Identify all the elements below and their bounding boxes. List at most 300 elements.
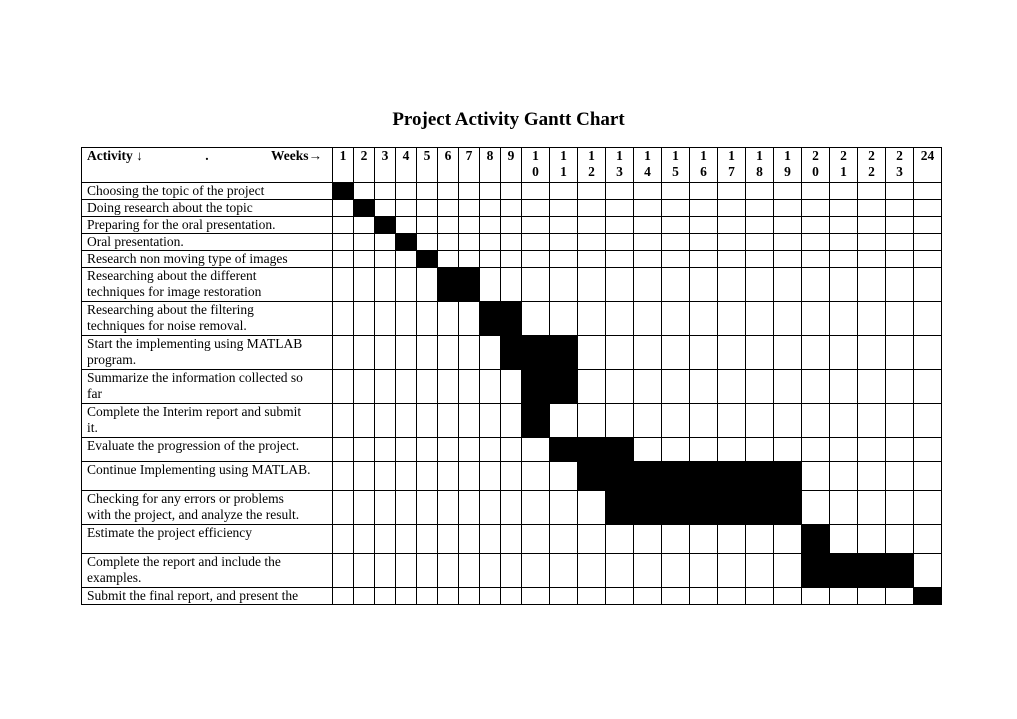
gantt-empty-cell [333, 251, 354, 268]
activity-name-cell [82, 370, 333, 404]
gantt-empty-cell [333, 200, 354, 217]
gantt-empty-cell [802, 588, 830, 605]
gantt-bar-cell [886, 554, 914, 588]
gantt-empty-cell [417, 525, 438, 554]
gantt-empty-cell [774, 588, 802, 605]
gantt-empty-cell [746, 251, 774, 268]
gantt-empty-cell [606, 554, 634, 588]
gantt-empty-cell [354, 268, 375, 302]
gantt-empty-cell [438, 588, 459, 605]
gantt-empty-cell [438, 554, 459, 588]
gantt-empty-cell [501, 491, 522, 525]
gantt-empty-cell [690, 234, 718, 251]
gantt-empty-cell [375, 251, 396, 268]
activity-name-cell [82, 525, 333, 554]
gantt-empty-cell [634, 200, 662, 217]
gantt-empty-cell [459, 554, 480, 588]
gantt-empty-cell [417, 404, 438, 438]
gantt-empty-cell [333, 462, 354, 491]
gantt-empty-cell [396, 370, 417, 404]
gantt-empty-cell [634, 525, 662, 554]
gantt-empty-cell [718, 251, 746, 268]
gantt-empty-cell [375, 404, 396, 438]
gantt-empty-cell [718, 438, 746, 462]
gantt-empty-cell [858, 525, 886, 554]
gantt-empty-cell [480, 217, 501, 234]
gantt-empty-cell [662, 370, 690, 404]
gantt-empty-cell [662, 302, 690, 336]
gantt-empty-cell [501, 200, 522, 217]
gantt-empty-cell [634, 268, 662, 302]
gantt-empty-cell [914, 217, 942, 234]
activity-name-cell [82, 491, 333, 525]
week-header-digit: 1 [560, 148, 567, 163]
activity-name-line: it. [87, 420, 98, 435]
gantt-empty-cell [914, 183, 942, 200]
week-header-20 [802, 148, 830, 183]
week-header-6 [438, 148, 459, 183]
gantt-empty-cell [830, 217, 858, 234]
week-header-digit: 1 [672, 148, 679, 163]
gantt-empty-cell [662, 525, 690, 554]
gantt-empty-cell [522, 200, 550, 217]
gantt-empty-cell [718, 217, 746, 234]
gantt-empty-cell [830, 336, 858, 370]
gantt-empty-cell [690, 525, 718, 554]
gantt-empty-cell [417, 268, 438, 302]
gantt-empty-cell [858, 462, 886, 491]
gantt-empty-cell [802, 491, 830, 525]
gantt-empty-cell [858, 183, 886, 200]
gantt-empty-cell [417, 302, 438, 336]
activity-name-line: Checking for any errors or problems [87, 491, 284, 506]
gantt-empty-cell [354, 217, 375, 234]
activity-name-cell [82, 251, 333, 268]
gantt-empty-cell [802, 251, 830, 268]
gantt-empty-cell [578, 491, 606, 525]
gantt-empty-cell [417, 588, 438, 605]
gantt-empty-cell [746, 217, 774, 234]
gantt-empty-cell [858, 404, 886, 438]
week-header-21 [830, 148, 858, 183]
gantt-empty-cell [634, 370, 662, 404]
gantt-empty-cell [886, 438, 914, 462]
gantt-empty-cell [718, 268, 746, 302]
gantt-empty-cell [354, 491, 375, 525]
gantt-empty-cell [480, 200, 501, 217]
activity-row [82, 336, 942, 370]
gantt-bar-cell [550, 438, 578, 462]
week-header-digit: 1 [560, 164, 567, 179]
week-header-digit: 3 [616, 164, 623, 179]
gantt-empty-cell [718, 404, 746, 438]
gantt-empty-cell [886, 525, 914, 554]
gantt-empty-cell [354, 462, 375, 491]
activity-row [82, 268, 942, 302]
week-header-5 [417, 148, 438, 183]
gantt-bar-cell [578, 438, 606, 462]
activity-row [82, 217, 942, 234]
gantt-empty-cell [417, 183, 438, 200]
gantt-empty-cell [690, 438, 718, 462]
gantt-empty-cell [606, 336, 634, 370]
week-header-2 [354, 148, 375, 183]
gantt-empty-cell [746, 525, 774, 554]
header-dot: . [205, 148, 209, 163]
gantt-empty-cell [830, 438, 858, 462]
week-header-22 [858, 148, 886, 183]
gantt-empty-cell [606, 302, 634, 336]
week-header-digit: 2 [360, 148, 368, 163]
week-header-digit: 2 [896, 148, 903, 163]
gantt-empty-cell [886, 491, 914, 525]
gantt-empty-cell [802, 462, 830, 491]
gantt-bar-cell [354, 200, 375, 217]
gantt-empty-cell [886, 462, 914, 491]
gantt-empty-cell [746, 370, 774, 404]
gantt-empty-cell [522, 554, 550, 588]
gantt-empty-cell [459, 302, 480, 336]
gantt-empty-cell [480, 462, 501, 491]
gantt-empty-cell [802, 336, 830, 370]
week-header-19 [774, 148, 802, 183]
activity-row [82, 302, 942, 336]
gantt-empty-cell [522, 251, 550, 268]
gantt-empty-cell [417, 200, 438, 217]
gantt-empty-cell [774, 438, 802, 462]
gantt-empty-cell [501, 462, 522, 491]
activity-name-line: Summarize the information collected so [87, 370, 303, 385]
gantt-empty-cell [501, 268, 522, 302]
gantt-empty-cell [354, 234, 375, 251]
gantt-empty-cell [459, 251, 480, 268]
gantt-empty-cell [914, 200, 942, 217]
gantt-empty-cell [522, 462, 550, 491]
gantt-bar-cell [550, 336, 578, 370]
gantt-empty-cell [886, 404, 914, 438]
gantt-empty-cell [522, 183, 550, 200]
gantt-empty-cell [396, 251, 417, 268]
gantt-empty-cell [690, 336, 718, 370]
gantt-empty-cell [858, 302, 886, 336]
gantt-bar-cell [746, 491, 774, 525]
gantt-empty-cell [746, 336, 774, 370]
gantt-empty-cell [459, 200, 480, 217]
gantt-empty-cell [333, 217, 354, 234]
gantt-empty-cell [634, 554, 662, 588]
week-header-12 [578, 148, 606, 183]
gantt-empty-cell [662, 438, 690, 462]
gantt-empty-cell [662, 183, 690, 200]
week-header-digit: 8 [486, 148, 494, 163]
gantt-empty-cell [662, 336, 690, 370]
gantt-empty-cell [578, 251, 606, 268]
gantt-empty-cell [830, 251, 858, 268]
gantt-bar-cell [662, 491, 690, 525]
gantt-empty-cell [746, 588, 774, 605]
gantt-empty-cell [438, 200, 459, 217]
gantt-empty-cell [914, 370, 942, 404]
gantt-empty-cell [774, 554, 802, 588]
gantt-empty-cell [690, 404, 718, 438]
gantt-empty-cell [886, 234, 914, 251]
gantt-empty-cell [480, 404, 501, 438]
week-header-24 [914, 148, 942, 183]
gantt-empty-cell [718, 302, 746, 336]
gantt-empty-cell [396, 200, 417, 217]
week-header-16 [690, 148, 718, 183]
gantt-empty-cell [718, 200, 746, 217]
activity-row [82, 438, 942, 462]
gantt-empty-cell [333, 525, 354, 554]
gantt-bar-cell [802, 554, 830, 588]
gantt-empty-cell [522, 438, 550, 462]
activity-header-cell [82, 148, 333, 183]
gantt-empty-cell [690, 588, 718, 605]
gantt-bar-cell [774, 491, 802, 525]
gantt-table [81, 147, 942, 605]
gantt-empty-cell [606, 268, 634, 302]
gantt-empty-cell [396, 268, 417, 302]
week-header-digit: 24 [920, 148, 935, 163]
gantt-empty-cell [634, 251, 662, 268]
gantt-empty-cell [354, 588, 375, 605]
gantt-empty-cell [578, 234, 606, 251]
gantt-empty-cell [522, 588, 550, 605]
gantt-empty-cell [396, 336, 417, 370]
week-header-4 [396, 148, 417, 183]
gantt-empty-cell [375, 234, 396, 251]
activity-name-line: examples. [87, 570, 142, 585]
gantt-empty-cell [718, 554, 746, 588]
gantt-empty-cell [354, 404, 375, 438]
gantt-empty-cell [914, 404, 942, 438]
gantt-empty-cell [396, 302, 417, 336]
gantt-empty-cell [333, 302, 354, 336]
gantt-empty-cell [480, 234, 501, 251]
gantt-empty-cell [690, 183, 718, 200]
week-header-digit: 4 [402, 148, 410, 163]
activity-row [82, 491, 942, 525]
gantt-empty-cell [578, 217, 606, 234]
gantt-empty-cell [578, 183, 606, 200]
gantt-empty-cell [522, 525, 550, 554]
gantt-bar-cell [802, 525, 830, 554]
gantt-empty-cell [886, 251, 914, 268]
gantt-empty-cell [333, 404, 354, 438]
gantt-empty-cell [522, 302, 550, 336]
activity-name-line: Estimate the project efficiency [87, 525, 253, 540]
gantt-empty-cell [501, 554, 522, 588]
gantt-empty-cell [550, 217, 578, 234]
gantt-empty-cell [690, 302, 718, 336]
week-header-digit: 1 [588, 148, 595, 163]
gantt-empty-cell [417, 336, 438, 370]
gantt-empty-cell [774, 217, 802, 234]
activity-row [82, 462, 942, 491]
activity-name-line: far [87, 386, 102, 401]
gantt-bar-cell [333, 183, 354, 200]
gantt-empty-cell [396, 183, 417, 200]
gantt-empty-cell [396, 554, 417, 588]
activity-name-line: Submit the final report, and present the [87, 588, 299, 603]
gantt-empty-cell [396, 462, 417, 491]
gantt-empty-cell [459, 370, 480, 404]
week-header-3 [375, 148, 396, 183]
activity-name-cell [82, 554, 333, 588]
week-header-digit: 1 [784, 148, 791, 163]
activity-name-cell [82, 268, 333, 302]
gantt-empty-cell [634, 588, 662, 605]
week-header-digit: 1 [616, 148, 623, 163]
gantt-empty-cell [417, 554, 438, 588]
week-header-digit: 7 [728, 164, 735, 179]
week-header-10 [522, 148, 550, 183]
week-header-digit: 2 [588, 164, 595, 179]
gantt-empty-cell [396, 217, 417, 234]
activity-name-line: Preparing for the oral presentation. [87, 217, 276, 232]
gantt-empty-cell [333, 438, 354, 462]
gantt-empty-cell [550, 234, 578, 251]
gantt-empty-cell [550, 525, 578, 554]
week-header-17 [718, 148, 746, 183]
gantt-bar-cell [522, 404, 550, 438]
gantt-empty-cell [774, 251, 802, 268]
gantt-empty-cell [886, 370, 914, 404]
gantt-bar-cell [690, 462, 718, 491]
gantt-bar-cell [501, 336, 522, 370]
gantt-empty-cell [858, 200, 886, 217]
gantt-empty-cell [886, 336, 914, 370]
activity-name-line: Doing research about the topic [87, 200, 253, 215]
gantt-empty-cell [417, 370, 438, 404]
gantt-empty-cell [550, 183, 578, 200]
gantt-empty-cell [578, 268, 606, 302]
gantt-empty-cell [375, 588, 396, 605]
gantt-empty-cell [438, 462, 459, 491]
gantt-empty-cell [802, 268, 830, 302]
gantt-empty-cell [914, 438, 942, 462]
gantt-bar-cell [606, 491, 634, 525]
week-header-15 [662, 148, 690, 183]
gantt-empty-cell [438, 251, 459, 268]
gantt-empty-cell [606, 525, 634, 554]
week-header-13 [606, 148, 634, 183]
gantt-empty-cell [830, 302, 858, 336]
gantt-empty-cell [375, 200, 396, 217]
activity-row [82, 525, 942, 554]
gantt-empty-cell [802, 438, 830, 462]
gantt-bar-cell [830, 554, 858, 588]
gantt-empty-cell [858, 370, 886, 404]
gantt-empty-cell [774, 183, 802, 200]
gantt-empty-cell [802, 370, 830, 404]
gantt-empty-cell [802, 302, 830, 336]
gantt-bar-cell [718, 462, 746, 491]
activity-row [82, 234, 942, 251]
gantt-empty-cell [333, 336, 354, 370]
gantt-empty-cell [746, 268, 774, 302]
activity-header-label: Activity ↓ [87, 148, 143, 163]
gantt-empty-cell [830, 370, 858, 404]
gantt-empty-cell [606, 251, 634, 268]
gantt-empty-cell [501, 370, 522, 404]
gantt-empty-cell [396, 491, 417, 525]
week-header-digit: 3 [381, 148, 389, 163]
gantt-empty-cell [634, 336, 662, 370]
gantt-empty-cell [459, 234, 480, 251]
gantt-empty-cell [886, 183, 914, 200]
gantt-empty-cell [501, 404, 522, 438]
activity-name-line: techniques for image restoration [87, 284, 262, 299]
gantt-bar-cell [634, 491, 662, 525]
gantt-empty-cell [662, 554, 690, 588]
gantt-empty-cell [746, 234, 774, 251]
activity-name-cell [82, 336, 333, 370]
activity-name-cell [82, 404, 333, 438]
gantt-empty-cell [396, 438, 417, 462]
header-row [82, 148, 942, 183]
gantt-empty-cell [550, 251, 578, 268]
gantt-empty-cell [746, 404, 774, 438]
gantt-empty-cell [578, 302, 606, 336]
week-header-23 [886, 148, 914, 183]
gantt-empty-cell [459, 462, 480, 491]
gantt-empty-cell [375, 462, 396, 491]
gantt-empty-cell [480, 491, 501, 525]
gantt-empty-cell [830, 200, 858, 217]
gantt-empty-cell [417, 234, 438, 251]
gantt-empty-cell [438, 302, 459, 336]
week-header-digit: 4 [644, 164, 651, 179]
gantt-empty-cell [606, 217, 634, 234]
gantt-empty-cell [396, 525, 417, 554]
gantt-empty-cell [501, 525, 522, 554]
gantt-empty-cell [417, 217, 438, 234]
gantt-empty-cell [354, 438, 375, 462]
gantt-empty-cell [375, 554, 396, 588]
gantt-bar-cell [375, 217, 396, 234]
gantt-empty-cell [718, 183, 746, 200]
gantt-empty-cell [438, 525, 459, 554]
gantt-empty-cell [662, 200, 690, 217]
activity-name-cell [82, 438, 333, 462]
activity-name-line: with the project, and analyze the result. [87, 507, 300, 522]
gantt-empty-cell [501, 251, 522, 268]
activity-name-line: Continue Implementing using MATLAB. [87, 462, 311, 477]
gantt-empty-cell [522, 217, 550, 234]
gantt-empty-cell [886, 588, 914, 605]
gantt-empty-cell [858, 268, 886, 302]
gantt-empty-cell [690, 200, 718, 217]
activity-name-line: techniques for noise removal. [87, 318, 247, 333]
gantt-empty-cell [417, 438, 438, 462]
gantt-empty-cell [501, 588, 522, 605]
gantt-empty-cell [914, 302, 942, 336]
gantt-empty-cell [914, 491, 942, 525]
gantt-bar-cell [522, 336, 550, 370]
activity-name-cell [82, 302, 333, 336]
week-header-digit: 7 [465, 148, 473, 163]
gantt-empty-cell [914, 268, 942, 302]
gantt-empty-cell [522, 268, 550, 302]
gantt-empty-cell [634, 438, 662, 462]
activity-name-line: Research non moving type of images [87, 251, 288, 266]
gantt-empty-cell [438, 491, 459, 525]
activity-row [82, 554, 942, 588]
week-header-digit: 1 [339, 148, 347, 163]
week-header-digit: 8 [756, 164, 763, 179]
